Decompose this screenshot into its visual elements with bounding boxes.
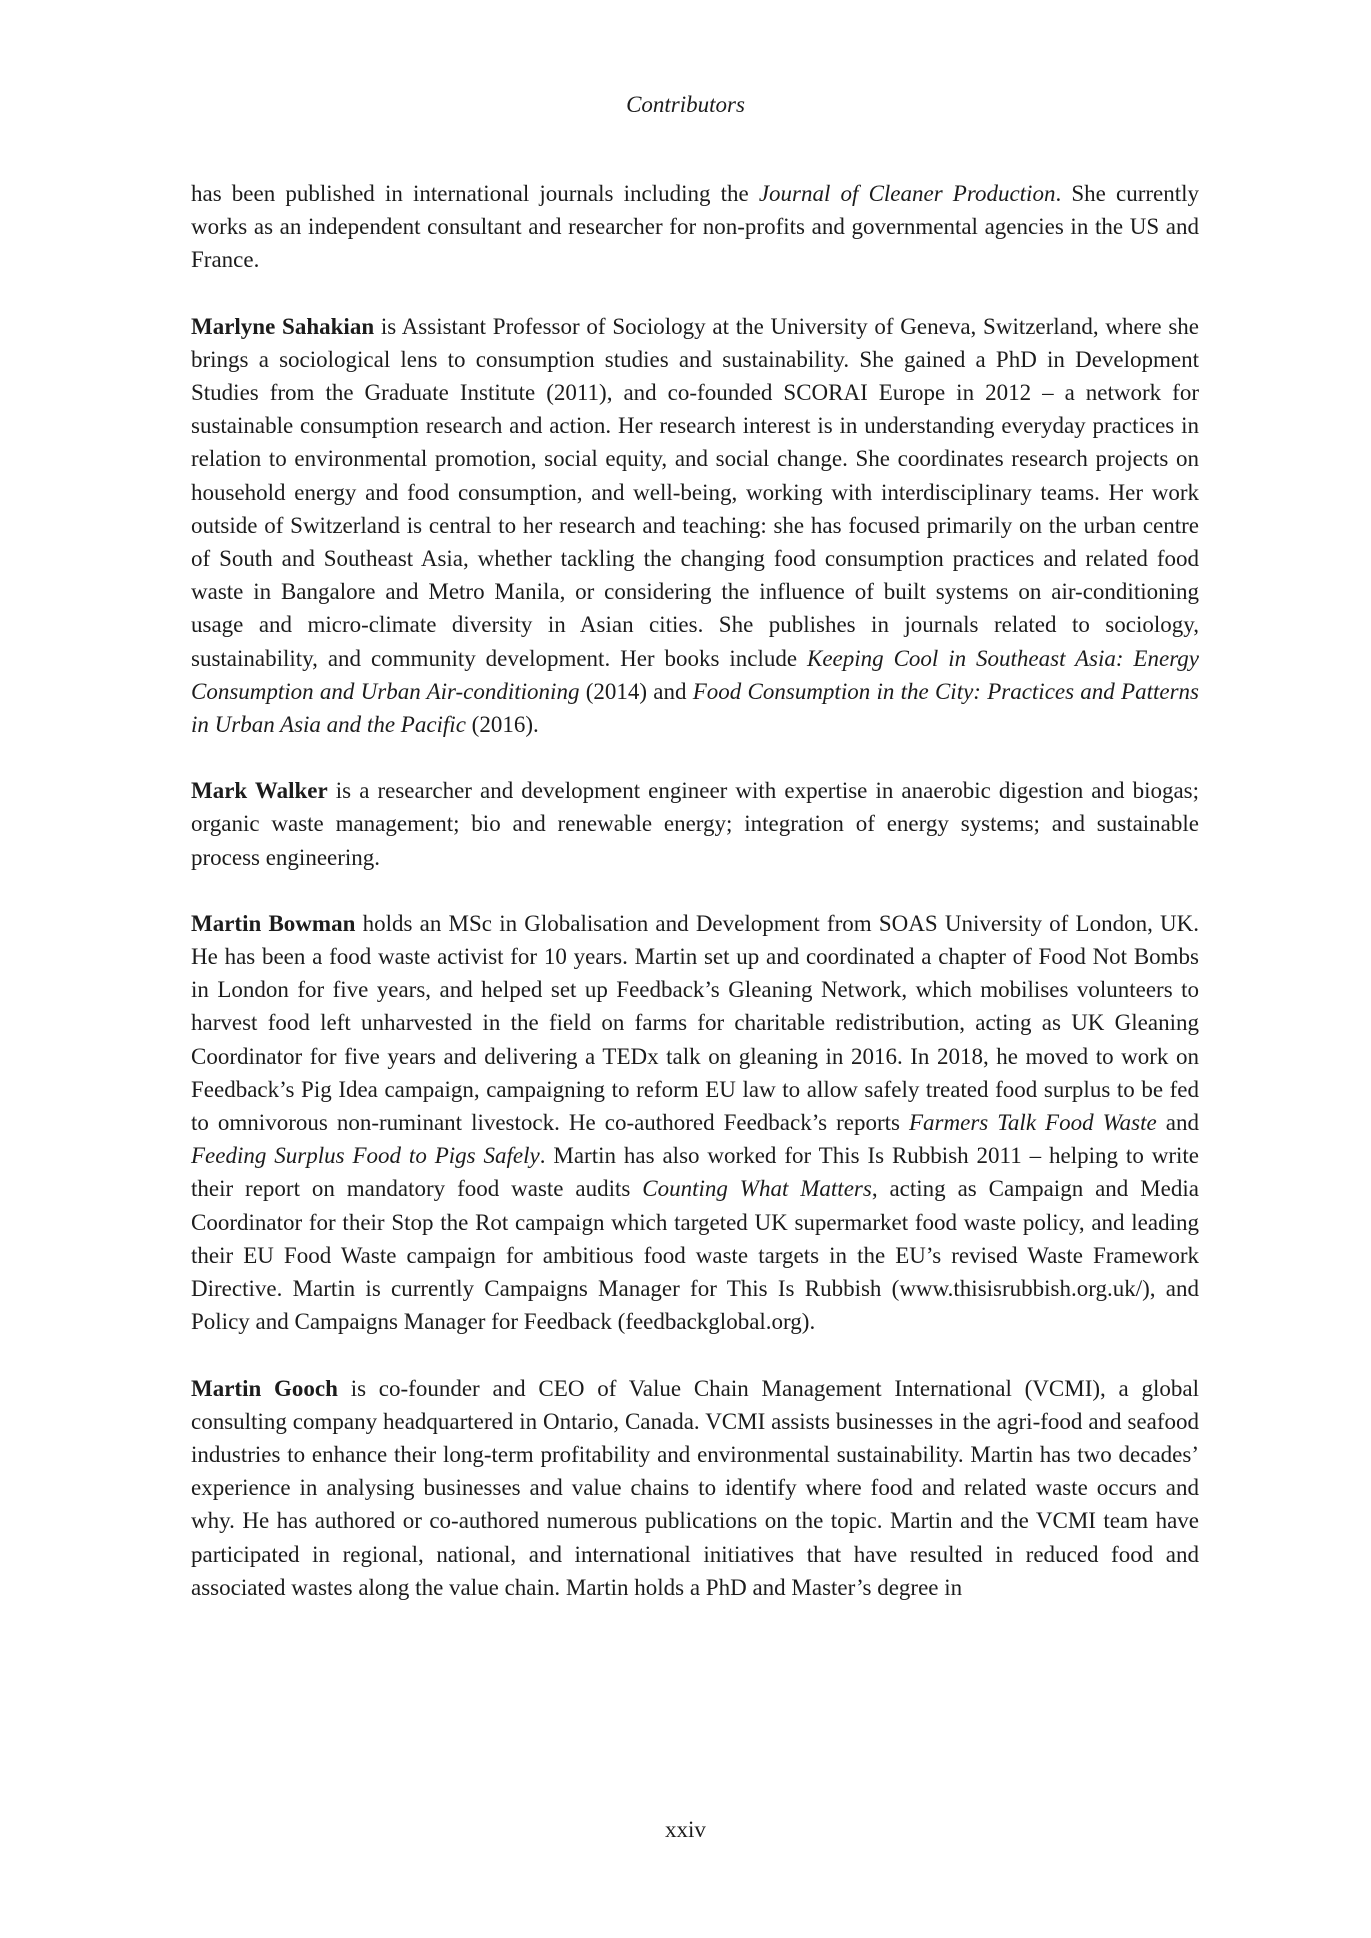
entry-text: is Assistant Professor of Sociology at the University of Geneva, Switzerland, where she brings a sociological lens to consumption studies and sustainability. She gained a PhD in Development Studies from the Graduate Institute (2011), and co-founded SCORAI Europe in 2012 – a network for sustainable consumption research and action. Her research interest is in understanding everyday practices in relation to environmental promotion, social equity, and social change. She coordinates research projects on household energy and food consumption, and well-being, working with interdisciplinary teams. Her work outside of Switzerland is central to her research and teaching: she has focused primarily on the urban centre of South and Southeast Asia, whether tackling the changing food consumption practices and related food waste in Bangalore and Metro Manila, or considering the influence of built systems on air-conditioning usage and micro-climate diversity in Asian cities. She publishes in journals related to sociology, sustainability, and community development. Her books include	[191, 313, 1199, 671]
page-number: xxiv	[665, 1817, 706, 1842]
contributors-text-column	[191, 177, 1199, 1637]
entry-text: . Martin has also worked for This Is Rubbish 2011 – helping to write their report on mandatory food waste audits	[191, 1143, 1199, 1202]
contributor-name: Marlyne Sahakian	[191, 313, 375, 339]
entry-text: is a researcher and development engineer with expertise in anaerobic digestion and biogas; organic waste management; bio and renewable energy; integration of energy systems; and sustainable process engineering.	[191, 778, 1200, 870]
entry-martin-bowman	[191, 907, 1199, 1339]
running-head-title: Contributors	[626, 92, 745, 117]
contributor-name: Mark Walker	[191, 778, 328, 804]
entry-martin-gooch	[191, 1372, 1199, 1604]
report-title: Feeding Surplus Food to Pigs Safely	[191, 1143, 540, 1169]
entry-marlyne-sahakian	[191, 310, 1199, 742]
journal-title: Journal of Cleaner Production	[758, 181, 1056, 206]
entry-text: and	[1156, 1110, 1199, 1136]
report-title: Farmers Talk Food Waste	[909, 1110, 1157, 1136]
entry-text: holds an MSc in Globalisation and Development from SOAS University of London, UK. He has been a food waste activist for 10 years. Martin set up and coordinated a chapter of Food Not Bombs in London for five years, and helped set up Feedback’s Gleaning Network, which mobilises volunteers to harvest food left unharvested in the field on farms for charitable redistribution, acting as UK Gleaning Coordinator for five years and delivering a TEDx talk on gleaning in 2016. In 2018, he moved to work on Feedback’s Pig Idea campaign, campaigning to reform EU law to allow safely treated food surplus to be fed to omnivorous non-ruminant livestock. He co-authored Feedback’s reports	[191, 910, 1199, 1136]
entry-mark-walker	[191, 774, 1199, 874]
entry-text: has been published in international journals including the	[191, 181, 759, 206]
contributor-name: Martin Bowman	[191, 910, 356, 936]
entry-text: (2014) and	[579, 678, 693, 704]
contributor-name: Martin Gooch	[191, 1375, 338, 1401]
entry-text: . She currently works as an independent consultant and researcher for non-profits and governmental agencies in the US and France.	[191, 181, 1199, 273]
entry-text: is co-founder and CEO of Value Chain Management International (VCMI), a global consulting company headquartered in Ontario, Canada. VCMI assists businesses in the agri-food and seafood industries to enhance their long-term profitability and environmental sustainability. Martin has two decades’ experience in analysing businesses and value chains to identify where food and related waste occurs and why. He has authored or co-authored numerous publications on the topic. Martin and the VCMI team have participated in regional, national, and international initiatives that have resulted in reduced food and associated wastes along the value chain. Martin holds a PhD and Master’s degree in	[191, 1375, 1199, 1600]
entry-text: (2016).	[465, 712, 539, 738]
book-title: Food Consumption in the City: Practices and Patterns in Urban Asia and the Pacific	[191, 678, 1199, 738]
entry-continuation	[191, 177, 1199, 277]
entry-text: , acting as Campaign and Media Coordinator for their Stop the Rot campaign which targeted UK supermarket food waste policy, and leading their EU Food Waste campaign for ambitious food waste targets in the EU’s revised Waste Framework Directive. Martin is currently Campaigns Manager for This Is Rubbish (www.thisisrubbish.org.uk/), and Policy and Campaigns Manager for Feedback (feedbackglobal.org).	[191, 1176, 1199, 1335]
book-title: Keeping Cool in Southeast Asia: Energy Consumption and Urban Air-conditioning	[191, 645, 1199, 704]
report-title: Counting What Matters	[642, 1176, 872, 1202]
